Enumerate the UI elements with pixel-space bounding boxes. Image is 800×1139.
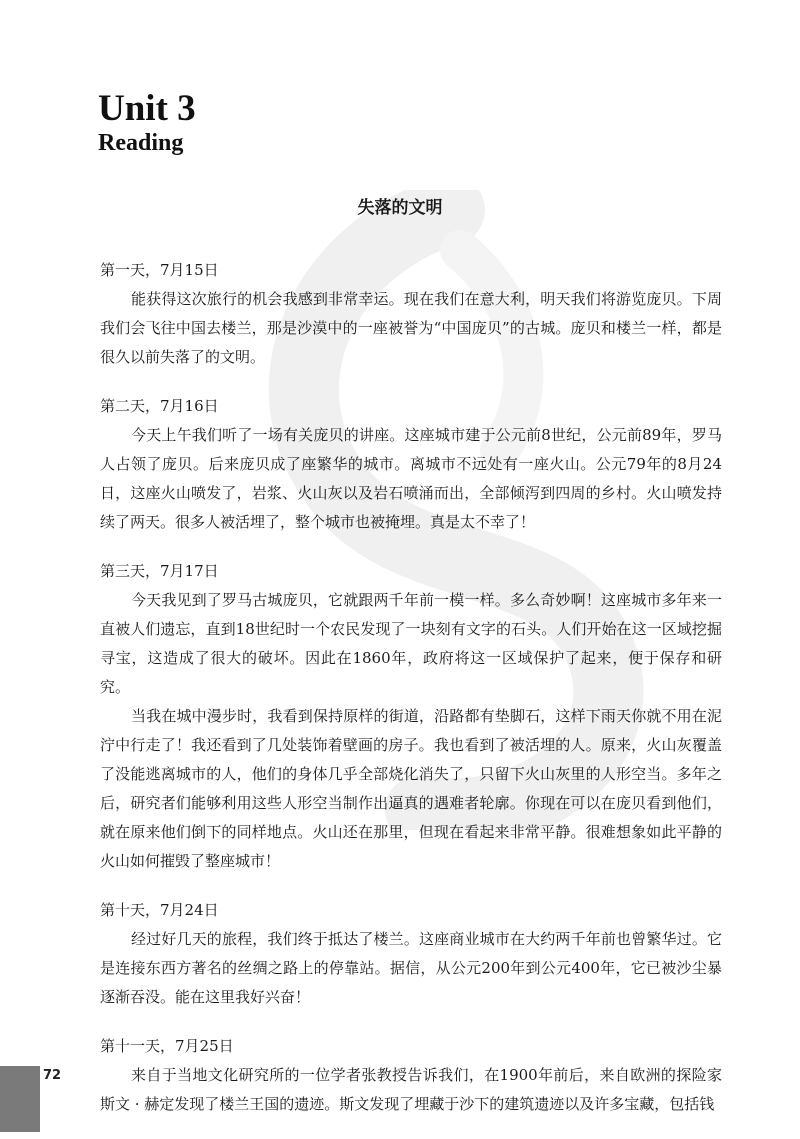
page-tab <box>0 1066 40 1132</box>
entry-paragraph: 来自于当地文化研究所的一位学者张教授告诉我们，在1900年前后，来自欧洲的探险家斯文 · 赫定发现了楼兰王国的遗迹。斯文发现了埋藏于沙下的建筑遗迹以及许多宝藏，包括钱 <box>100 1066 722 1113</box>
entry-paragraph: 今天上午我们听了一场有关庞贝的讲座。这座城市建于公元前8世纪，公元前89年，罗马人占领了庞贝。后来庞贝成了座繁华的城市。离城市不远处有一座火山。公元79年的8月24日，这座火山喷发了，岩浆、火山灰以及岩石喷涌而出，全部倾泻到四周的乡村。火山喷发持续了两天。很多人被活埋了，整个城市也被掩埋。真是太不幸了！ <box>100 426 722 531</box>
diary-entry <box>100 896 722 1012</box>
diary-entry <box>100 557 722 876</box>
section-title: Reading <box>98 130 184 156</box>
entry-paragraph: 能获得这次旅行的机会我感到非常幸运。现在我们在意大利，明天我们将游览庞贝。下周我们会飞往中国去楼兰，那是沙漠中的一座被誉为“中国庞贝”的古城。庞贝和楼兰一样，都是很久以前失落了的文明。 <box>100 290 722 366</box>
page-number: 72 <box>43 1068 62 1083</box>
entry-paragraph: 今天我见到了罗马古城庞贝，它就跟两千年前一模一样。多么奇妙啊！这座城市多年来一直被人们遗忘，直到18世纪时一个农民发现了一块刻有文字的石头。人们开始在这一区域挖掘寻宝，这造成了很大的破坏。因此在1860年，政府将这一区域保护了起来，便于保存和研究。 <box>100 591 722 696</box>
story-title: 失落的文明 <box>357 198 443 218</box>
entry-date: 第三天，7月17日 <box>100 562 219 580</box>
entry-date: 第一天，7月15日 <box>100 261 219 279</box>
diary-entry <box>100 392 722 537</box>
entry-date: 第十一天，7月25日 <box>100 1037 234 1055</box>
entry-paragraph: 经过好几天的旅程，我们终于抵达了楼兰。这座商业城市在大约两千年前也曾繁华过。它是连接东西方著名的丝绸之路上的停靠站。据信，从公元200年到公元400年，它已被沙尘暴逐渐吞没。能在这里我好兴奋！ <box>100 930 722 1006</box>
diary-entries <box>100 256 722 1139</box>
entry-date: 第十天，7月24日 <box>100 901 219 919</box>
unit-title: Unit 3 <box>98 88 196 129</box>
entry-paragraph: 当我在城中漫步时，我看到保持原样的街道，沿路都有垫脚石，这样下雨天你就不用在泥泞中行走了！我还看到了几处装饰着壁画的房子。我也看到了被活埋的人。原来，火山灰覆盖了没能逃离城市的人，他们的身体几乎全部烧化消失了，只留下火山灰里的人形空当。多年之后，研究者们能够利用这些人形空当制作出逼真的遇难者轮廓。你现在可以在庞贝看到他们，就在原来他们倒下的同样地点。火山还在那里，但现在看起来非常平静。很难想象如此平静的火山如何摧毁了整座城市！ <box>100 707 722 870</box>
diary-entry <box>100 1032 722 1119</box>
entry-date: 第二天，7月16日 <box>100 397 219 415</box>
diary-entry <box>100 256 722 372</box>
